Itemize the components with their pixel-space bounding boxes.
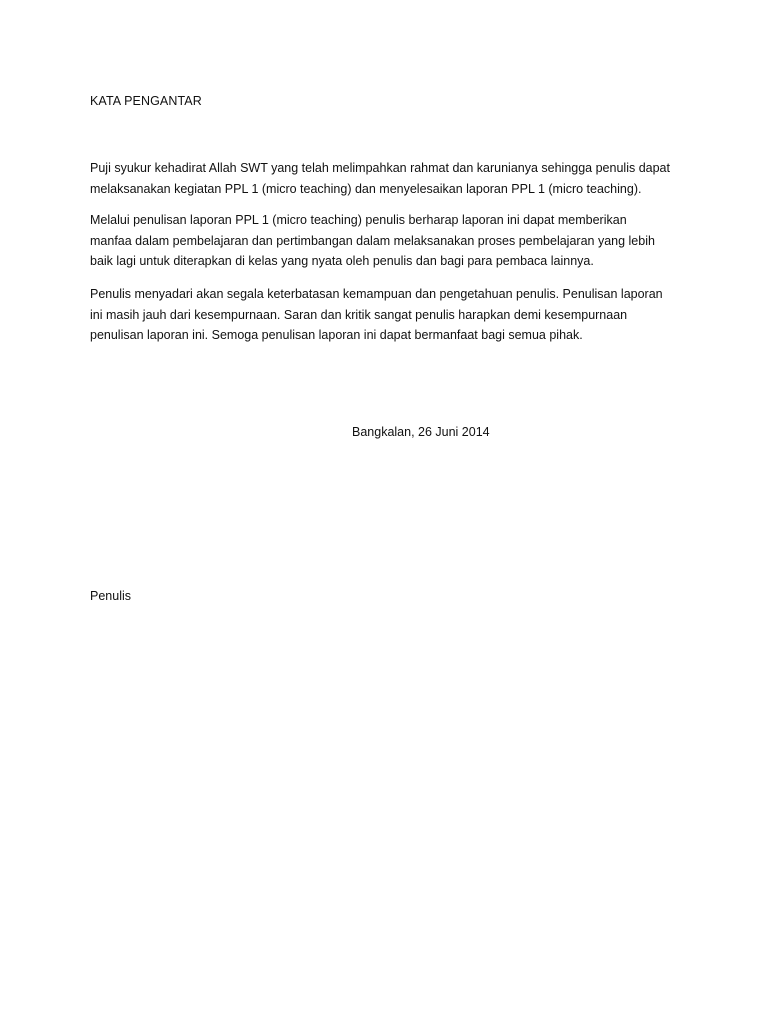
paragraph-line: melaksanakan kegiatan PPL 1 (micro teaching) dan menyelesaikan laporan PPL 1 (micro teaching). — [90, 181, 642, 196]
paragraph-3 — [90, 284, 670, 346]
signer-label: Penulis — [90, 589, 131, 603]
paragraph-1 — [90, 158, 670, 199]
paragraph-line: baik lagi untuk diterapkan di kelas yang nyata oleh penulis dan bagi para pembaca lainnya. — [90, 254, 594, 268]
paragraph-line: Penulis menyadari akan segala keterbatasan kemampuan dan pengetahuan penulis. Penulisan laporan — [90, 287, 663, 301]
paragraph-2 — [90, 210, 670, 272]
place-and-date: Bangkalan, 26 Juni 2014 — [352, 425, 490, 439]
document-title: KATA PENGANTAR — [90, 94, 202, 108]
paragraph-line: manfaa dalam pembelajaran dan pertimbangan dalam melaksanakan proses pembelajaran yang lebih — [90, 233, 655, 248]
paragraph-line: Melalui penulisan laporan PPL 1 (micro teaching) penulis berharap laporan ini dapat memberikan — [90, 213, 627, 227]
paragraph-line: Puji syukur kehadirat Allah SWT yang telah melimpahkan rahmat dan karunianya sehingga penulis dapat — [90, 161, 670, 175]
paragraph-line: penulisan laporan ini. Semoga penulisan laporan ini dapat bermanfaat bagi semua pihak. — [90, 328, 583, 342]
paragraph-line: ini masih jauh dari kesempurnaan. Saran dan kritik sangat penulis harapkan demi kesempurnaan — [90, 307, 628, 322]
